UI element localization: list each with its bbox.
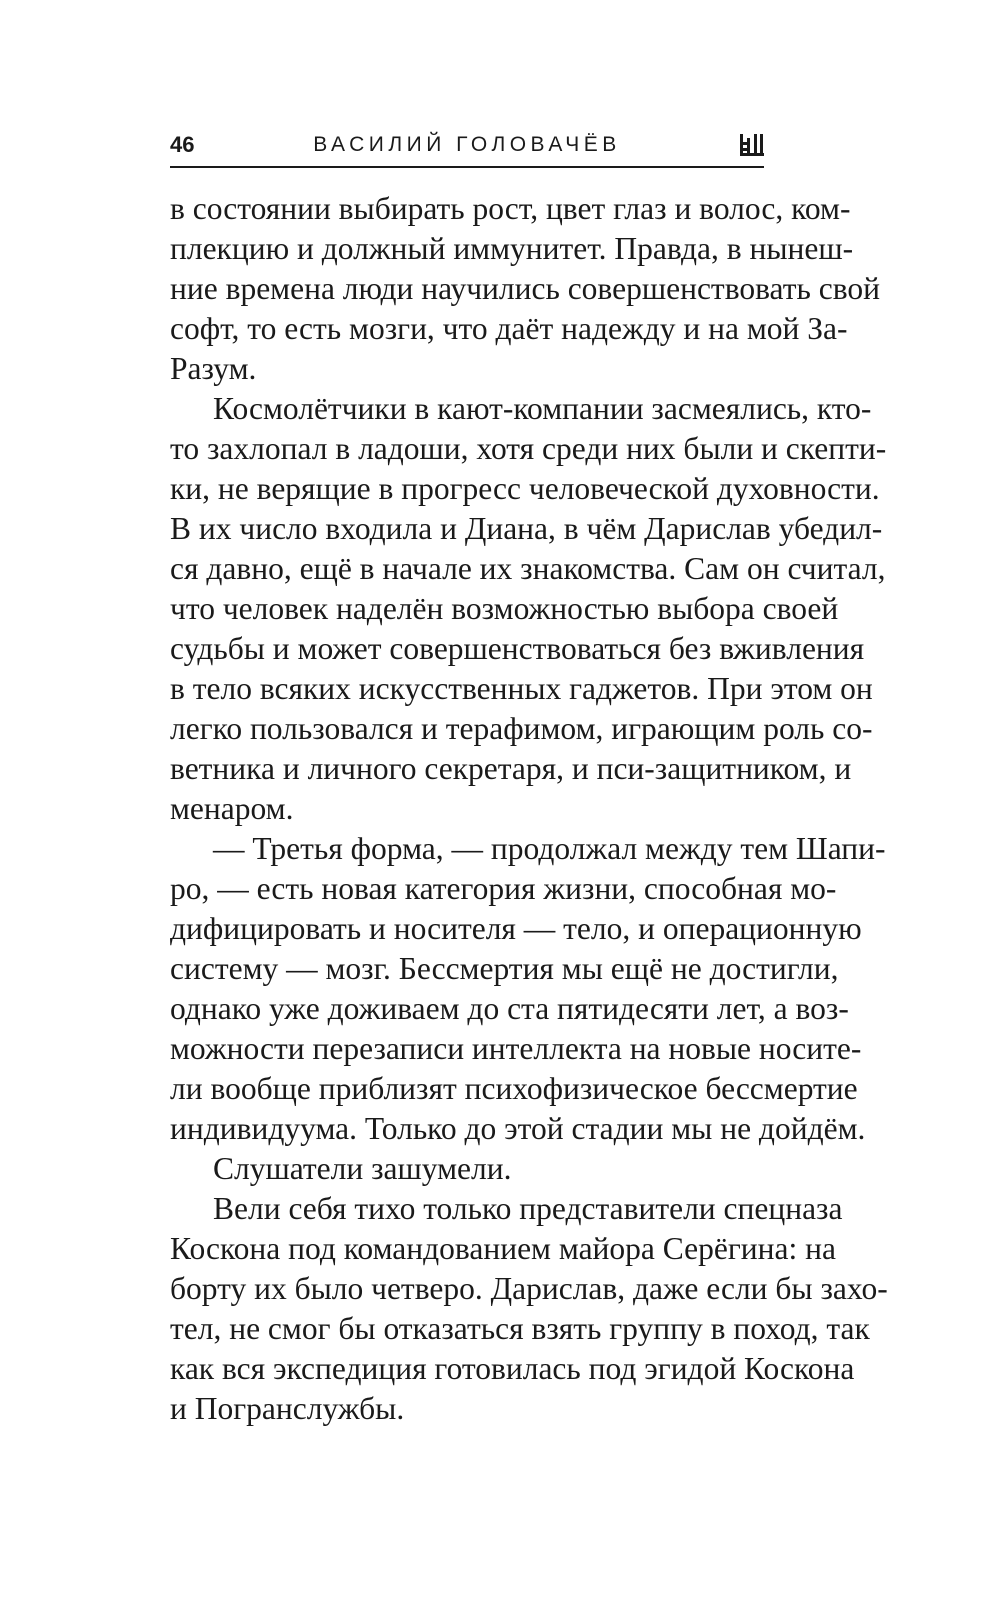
text-line: как вся экспедиция готовилась под эгидой Коскона	[170, 1351, 855, 1386]
text-line: Слушатели зашумели.	[213, 1151, 512, 1186]
publisher-logo-icon	[740, 134, 764, 156]
text-line: ли вообще приблизят психофизическое бессмертие	[170, 1071, 858, 1106]
text-line: и Погранслужбы.	[170, 1391, 405, 1426]
text-line: систему — мозг. Бессмертия мы ещё не достигли,	[170, 951, 839, 986]
text-line: Космолётчики в кают-компании засмеялись, кто-	[213, 391, 872, 426]
running-head	[170, 130, 764, 168]
running-head-author: ВАСИЛИЙ ГОЛОВАЧЁВ	[313, 133, 621, 156]
text-line: плекцию и должный иммунитет. Правда, в нынеш-	[170, 231, 854, 266]
text-line: дифицировать и носителя — тело, и операционную	[170, 911, 862, 946]
text-line: тел, не смог бы отказаться взять группу в поход, так	[170, 1311, 870, 1346]
text-line: — Третья форма, — продолжал между тем Шапи-	[213, 831, 886, 866]
text-line: легко пользовался и терафимом, играющим роль со-	[170, 711, 873, 746]
text-line: в тело всяких искусственных гаджетов. При этом он	[170, 671, 873, 706]
text-line: софт, то есть мозги, что даёт надежду и на мой За-	[170, 311, 848, 346]
text-line: в состоянии выбирать рост, цвет глаз и волос, ком-	[170, 191, 851, 226]
text-line: ся давно, ещё в начале их знакомства. Сам он считал,	[170, 551, 886, 586]
text-line: ветника и личного секретаря, и пси-защитником, и	[170, 751, 852, 786]
text-line: В их число входила и Диана, в чём Дарислав убедил-	[170, 511, 883, 546]
text-line: Вели себя тихо только представители спецназа	[213, 1191, 843, 1226]
text-line: Коскона под командованием майора Серёгина: на	[170, 1231, 836, 1266]
text-line: борту их было четверо. Дарислав, даже если бы захо-	[170, 1271, 888, 1306]
text-line: ние времена люди научились совершенствовать свой	[170, 271, 880, 306]
text-line: что человек наделён возможностью выбора своей	[170, 591, 839, 626]
text-line: менаром.	[170, 791, 294, 826]
text-line: индивидуума. Только до этой стадии мы не дойдём.	[170, 1111, 866, 1146]
text-line: Разум.	[170, 351, 257, 386]
page-number: 46	[170, 132, 195, 157]
text-line: ро, — есть новая категория жизни, способная мо-	[170, 871, 837, 906]
text-line: судьбы и может совершенствоваться без вживления	[170, 631, 865, 666]
body-text	[170, 189, 888, 1429]
text-line: можности перезаписи интеллекта на новые носите-	[170, 1031, 862, 1066]
text-line: однако уже доживаем до ста пятидесяти лет, а воз-	[170, 991, 849, 1026]
text-line: то захлопал в ладоши, хотя среди них были и скепти-	[170, 431, 887, 466]
text-line: ки, не верящие в прогресс человеческой духовности.	[170, 471, 880, 506]
